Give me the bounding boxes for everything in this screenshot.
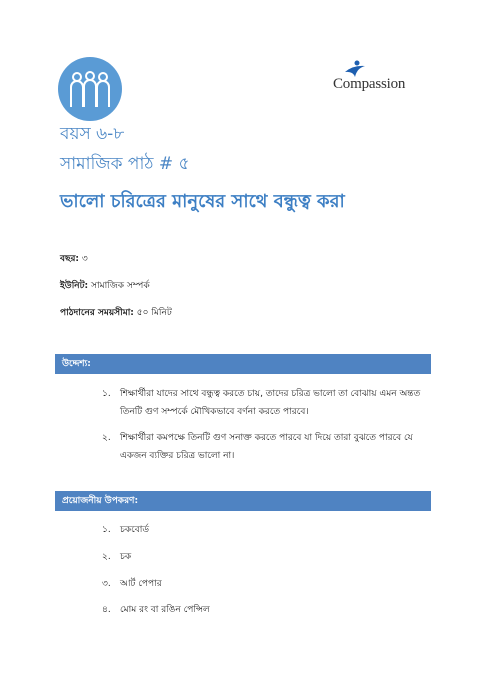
age-group: বয়স ৬-৮ (60, 124, 125, 144)
meta-unit (60, 280, 150, 292)
material-3-text: আর্ট পেপার (120, 579, 162, 589)
meta-time-label: পাঠদানের সময়সীমা: (60, 308, 134, 318)
objective-2-number: ২. (102, 433, 111, 443)
meta-unit-label: ইউনিট: (60, 281, 89, 291)
meta-year (60, 253, 88, 265)
materials-heading: প্রয়োজনীয় উপকরণ: (55, 491, 431, 511)
material-4-number: ৪. (102, 605, 111, 615)
objective-1-text: শিক্ষার্থীরা যাদের সাথে বন্ধুত্ব করতে চায়, তাদের চরিত্র ভালো তা বোঝায় এমন অন্তত তিনটি গুণ সম্পর্কে মৌখিকভাবে বর্ণনা করতে পারবে। (120, 389, 421, 417)
compassion-logo (333, 60, 433, 100)
meta-year-label: বছর: (60, 254, 80, 264)
people-group-icon (58, 57, 122, 121)
material-1-text: চকবোর্ড (120, 525, 150, 535)
material-2-text: চক (120, 552, 132, 562)
material-2-number: ২. (102, 552, 111, 562)
material-3-number: ৩. (102, 579, 111, 589)
material-1-number: ১. (102, 525, 111, 535)
objective-2-text: শিক্ষার্থীরা কমপক্ষে তিনটি গুণ সনাক্ত করতে পারবে যা দিয়ে তারা বুঝতে পারবে যে একজন ব্যক্তির চরিত্র ভালো না। (120, 433, 413, 461)
lesson-number: সামাজিক পাঠ # ৫ (60, 154, 190, 174)
meta-time (60, 307, 172, 319)
material-4-text: মোম রং বা রঙিন পেন্সিল (120, 605, 210, 615)
meta-year-value: ৩ (79, 254, 88, 264)
page-title: ভালো চরিত্রের মানুষের সাথে বন্ধুত্ব করা (60, 191, 345, 212)
meta-time-value: ৫০ মিনিট (133, 308, 172, 318)
objective-1-number: ১. (102, 389, 111, 399)
brand-name: Compassion (333, 76, 406, 92)
objectives-heading: উদ্দেশ্য: (55, 354, 431, 374)
meta-unit-value: সামাজিক সম্পর্ক (88, 281, 150, 291)
